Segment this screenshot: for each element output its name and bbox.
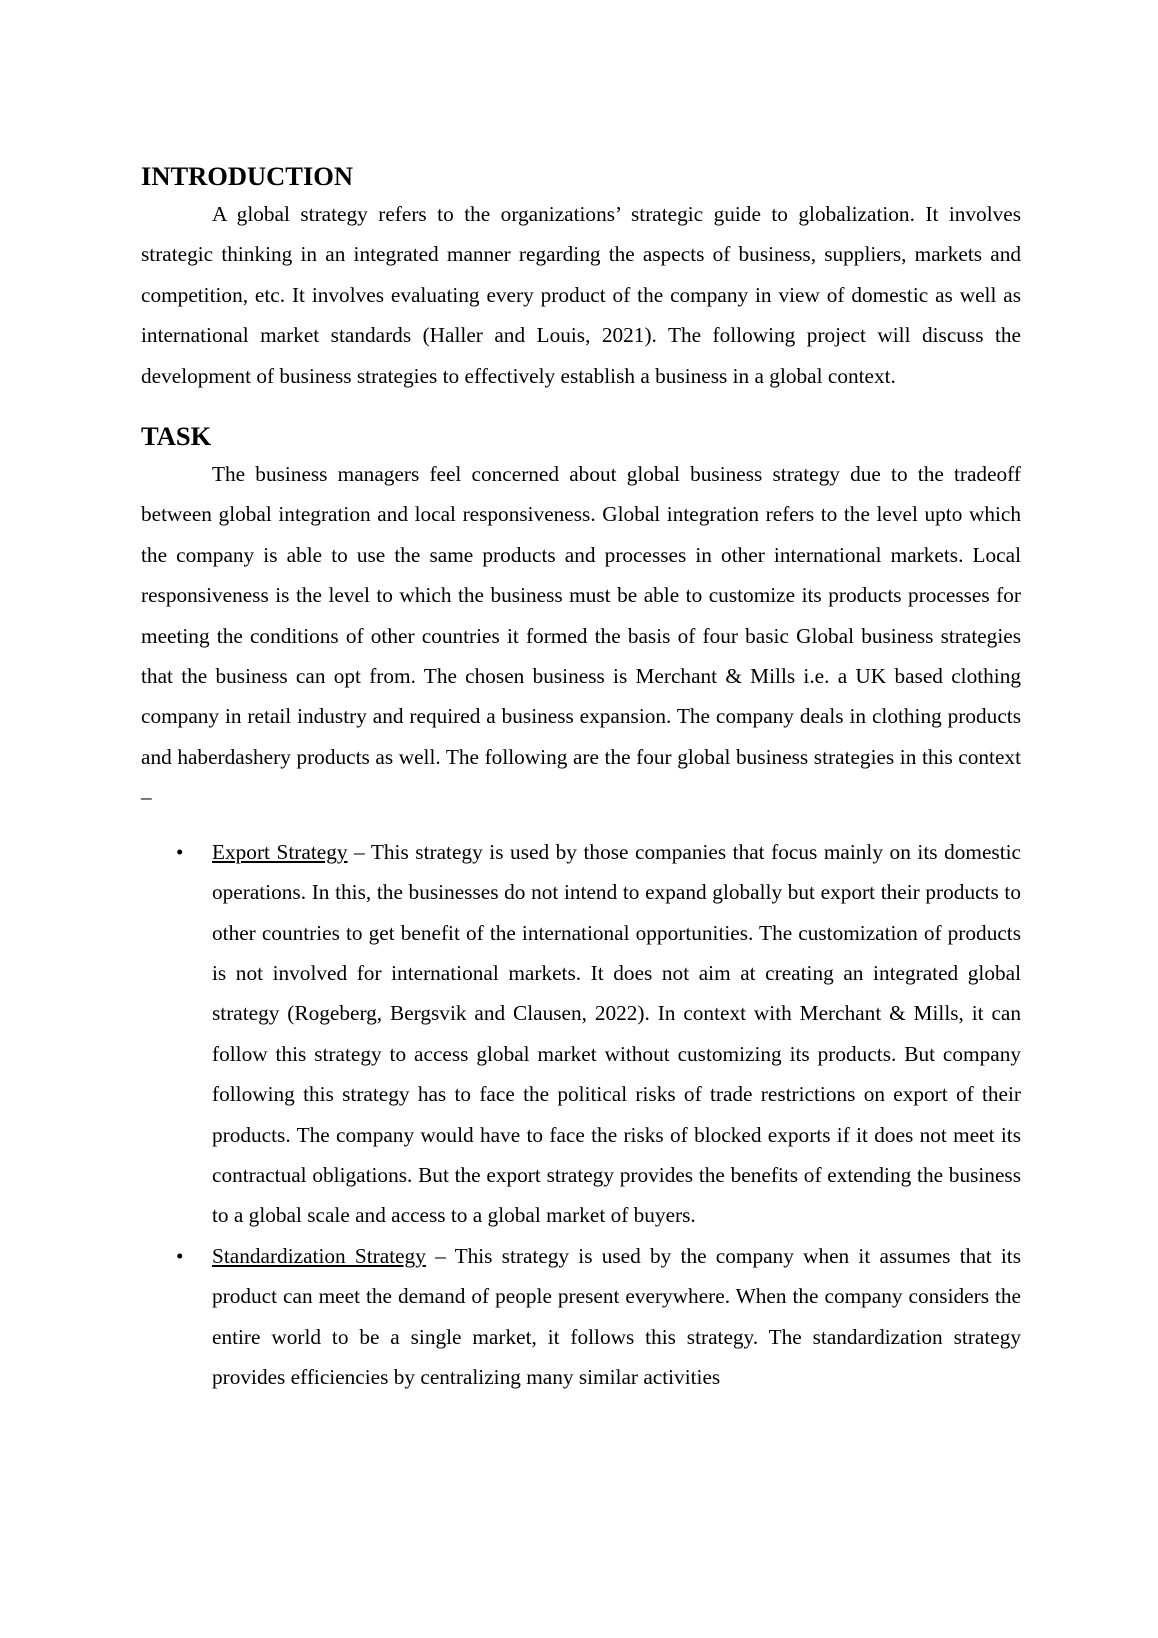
strategy-term: Export Strategy: [212, 839, 348, 864]
strategy-term: Standardization Strategy: [212, 1243, 426, 1268]
bullet-icon: •: [176, 839, 184, 864]
list-spacer: [141, 818, 1021, 832]
list-item-export-strategy: [141, 832, 1021, 1236]
strategy-list: [141, 832, 1021, 1398]
strategy-description: – This strategy is used by the company when it assumes that its product can meet the demand of people present everywhere. When the company considers the entire world to be a single market, it follows this strategy. The standardization strategy provides efficiencies by centralizing many similar activities: [212, 1243, 1021, 1389]
document-page: [141, 160, 1021, 1397]
introduction-heading: INTRODUCTION: [141, 161, 354, 191]
strategy-description: – This strategy is used by those companies that focus mainly on its domestic operations. In this, the businesses do not intend to expand globally but export their products to other countries to get benefit of the international opportunities. The customization of products is not involved for international markets. It does not aim at creating an integrated global strategy (Rogeberg, Bergsvik and Clausen, 2022). In context with Merchant & Mills, it can follow this strategy to access global market without customizing its products. But company following this strategy has to face the political risks of trade restrictions on export of their products. The company would have to face the risks of blocked exports if it does not meet its contractual obligations. But the export strategy provides the benefits of extending the business to a global scale and access to a global market of buyers.: [212, 839, 1021, 1228]
section-spacer: [141, 396, 1021, 420]
bullet-icon: •: [176, 1243, 184, 1268]
introduction-paragraph: A global strategy refers to the organizations’ strategic guide to globalization. It involves strategic thinking in an integrated manner regarding the aspects of business, suppliers, markets and competition, etc. It involves evaluating every product of the company in view of domestic as well as international market standards (Haller and Louis, 2021). The following project will discuss the development of business strategies to effectively establish a business in a global context.: [141, 202, 1021, 388]
task-paragraph: The business managers feel concerned about global business strategy due to the tradeoff between global integration and local responsiveness. Global integration refers to the level upto which the company is able to use the same products and processes in other international markets. Local responsiveness is the level to which the business must be able to customize its products processes for meeting the conditions of other countries it formed the basis of four basic Global business strategies that the business can opt from. The chosen business is Merchant & Mills i.e. a UK based clothing company in retail industry and required a business expansion. The company deals in clothing products and haberdashery products as well. The following are the four global business strategies in this context –: [141, 462, 1021, 810]
task-heading: TASK: [141, 421, 212, 452]
list-item-standardization-strategy: [141, 1236, 1021, 1398]
